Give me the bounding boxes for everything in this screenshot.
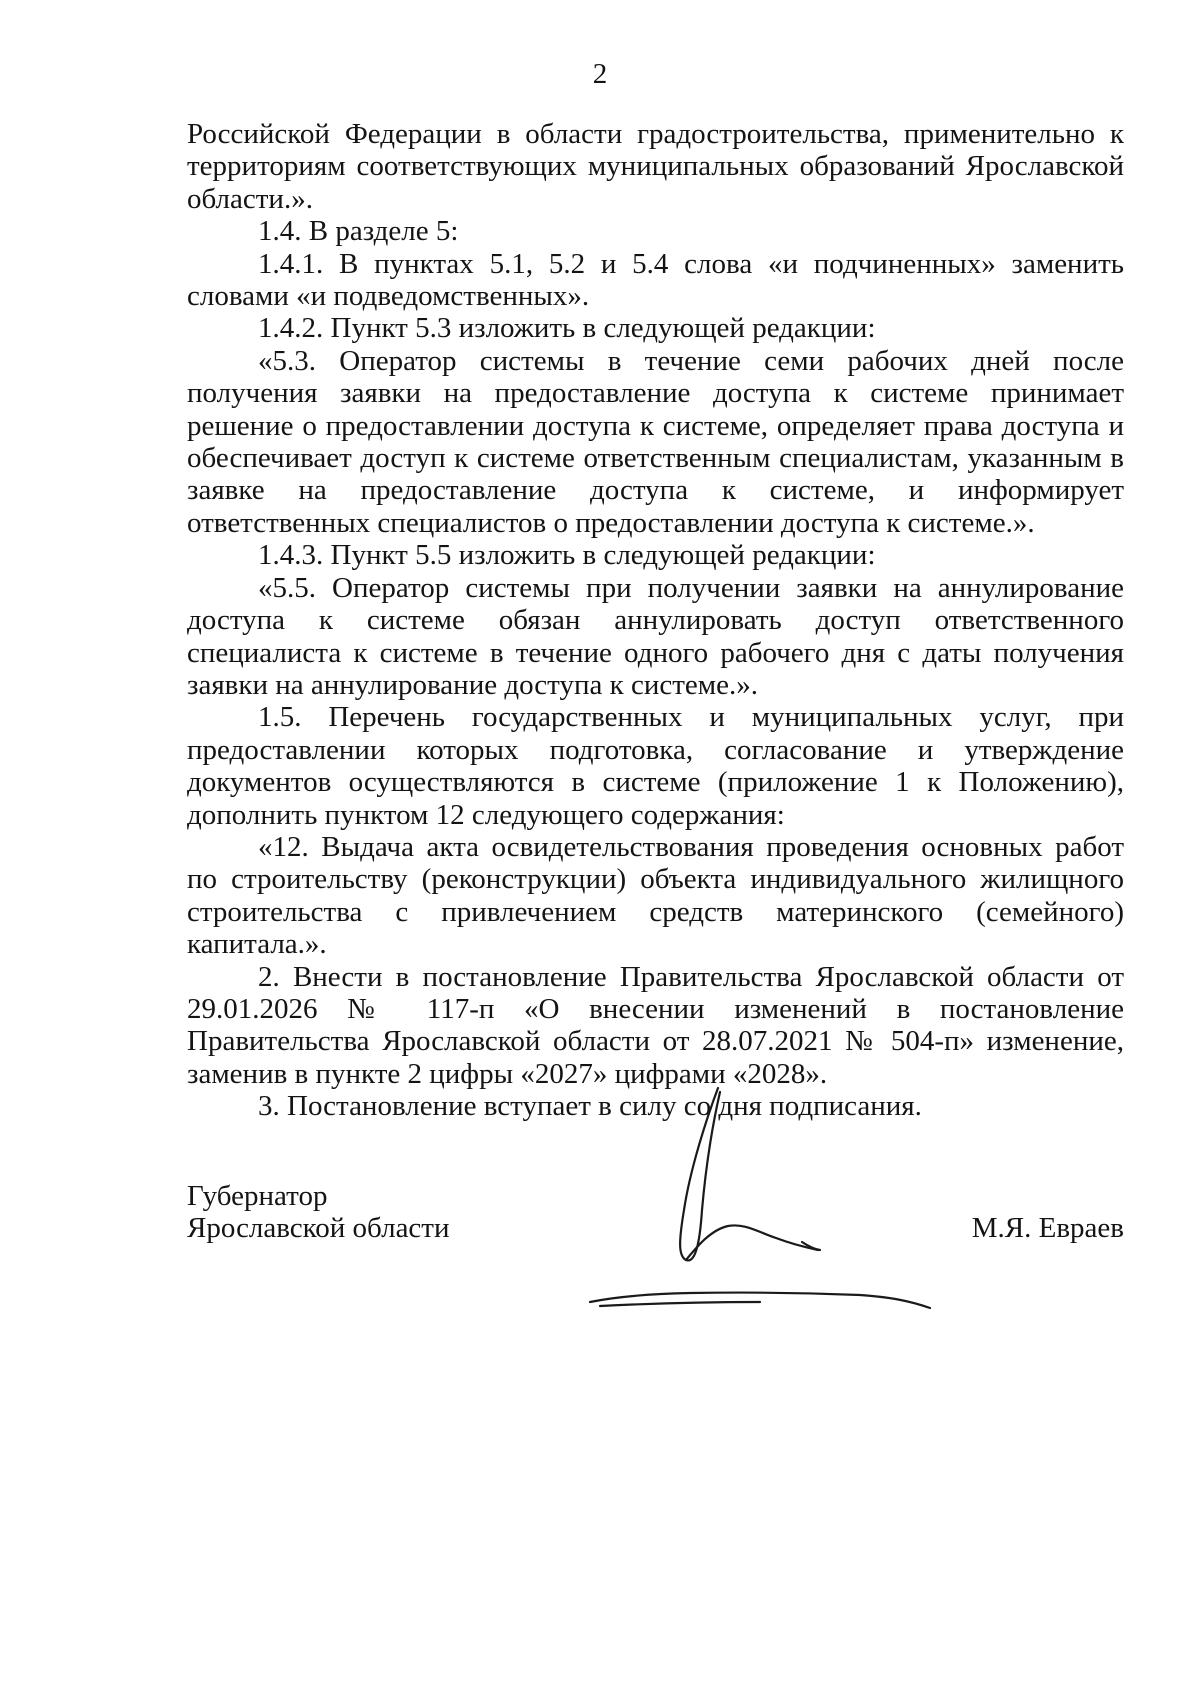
paragraph-1-4-1: 1.4.1. В пунктах 5.1, 5.2 и 5.4 слова «и подчиненных» заменить словами «и подведомственных». [187, 247, 1124, 313]
paragraph-3: 3. Постановление вступает в силу со дня подписания. [258, 1090, 922, 1123]
paragraph-5-5-quote: «5.5. Оператор системы при получении заявки на аннулирование доступа к системе обязан аннулировать доступ ответственного специалиста к системе в течение одного рабочего дня с даты получения заявки на аннулирование доступа к системе.». [187, 571, 1124, 701]
paragraph-1-5: 1.5. Перечень государственных и муниципальных услуг, при предоставлении которых подготовка, согласование и утверждение документов осуществляются в системе (приложение 1 к Положению), дополнить пунктом 12 следующего содержания: [187, 701, 1124, 831]
paragraph-12-quote: «12. Выдача акта освидетельствования проведения основных работ по строительству (реконструкции) объекта индивидуального жилищного строительства с привлечением средств материнского (семейного) капитала.». [187, 830, 1124, 961]
page-number: 2 [592, 58, 608, 90]
signer-title-line1: Губернатор [187, 1180, 328, 1212]
signer-title [187, 1180, 450, 1245]
paragraph-1-4-2: 1.4.2. Пункт 5.3 изложить в следующей редакции: [258, 312, 876, 345]
document-body [187, 118, 1124, 1123]
paragraph-1-4: 1.4. В разделе 5: [258, 215, 459, 248]
paragraph-2: 2. Внести в постановление Правительства Ярославской области от 29.01.2026 № 117-п «О внесении изменений в постановление Правительства Ярославской области от 28.07.2021 № 504-п» изменение, заменив в пункте 2 цифры «2027» цифрами «2028». [187, 960, 1124, 1090]
signer-name: М.Я. Евраев [971, 1212, 1124, 1244]
paragraph-continuation: Российской Федерации в области градостроительства, применительно к территориям соответствующих муниципальных образований Ярославской области.». [187, 118, 1124, 215]
paragraph-1-4-3: 1.4.3. Пункт 5.5 изложить в следующей редакции: [258, 539, 876, 572]
signer-title-line2: Ярославской области [187, 1212, 450, 1245]
paragraph-5-3-quote: «5.3. Оператор системы в течение семи рабочих дней после получения заявки на предоставление доступа к системе принимает решение о предоставлении доступа к системе, определяет права доступа и обеспечивает доступ к системе ответственным специалистам, указанным в заявке на предоставление доступа к системе, и информирует ответственных специалистов о предоставлении доступа к системе.». [187, 344, 1124, 539]
